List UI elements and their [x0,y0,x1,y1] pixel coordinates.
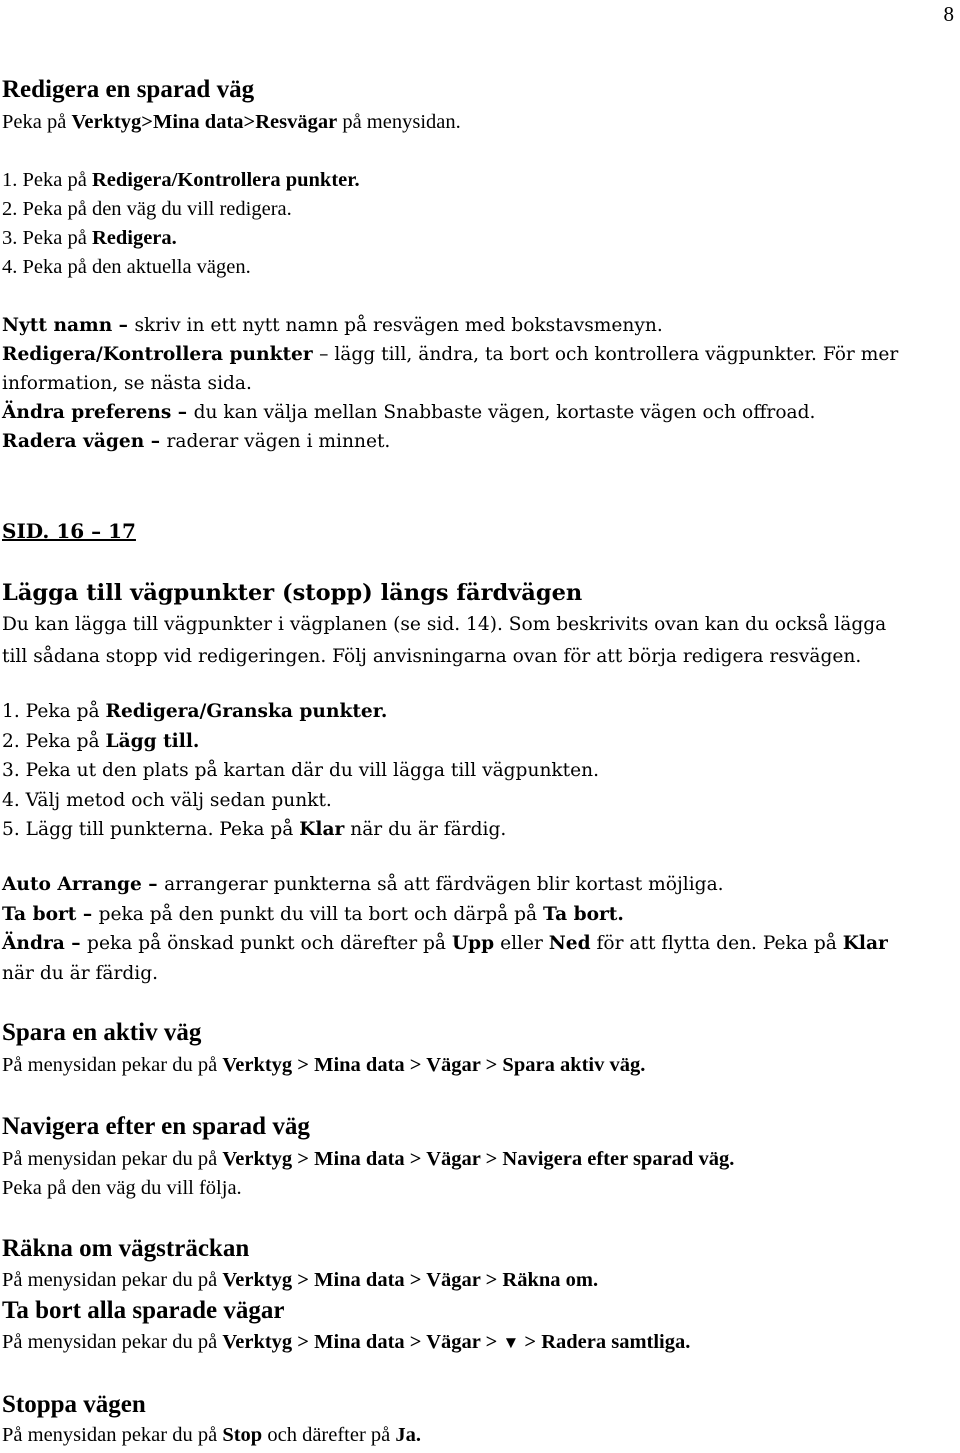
paragraph-line: till sådana stopp vid redigeringen. Följ anvisningarna ovan för att börja redigera resvägen. [2,646,862,667]
heading-recalculate: Räkna om vägsträckan [2,1235,250,1262]
heading-delete-all-routes: Ta bort alla sparade vägar [2,1297,285,1324]
definition-item: Auto Arrange – arrangerar punkterna så att färdvägen blir kortast möjliga. [2,874,724,895]
paragraph-line: Du kan lägga till vägpunkter i vägplanen (se sid. 14). Som beskrivits ovan kan du också lägga [2,614,887,635]
heading-edit-saved-route: Redigera en sparad väg [2,76,255,103]
definitions-2 [2,870,957,988]
heading-navigate-saved-route: Navigera efter en sparad väg [2,1113,310,1140]
list-item: 4. Peka på den aktuella vägen. [2,256,251,278]
delete-all-instruction: På menysidan pekar du på Verktyg > Mina data > Vägar > ▼ > Radera samtliga. [2,1331,691,1353]
list-item: 1. Peka på Redigera/Granska punkter. [2,701,388,722]
list-item: 5. Lägg till punkterna. Peka på Klar när du är färdig. [2,819,507,840]
page-number: 8 [943,2,954,26]
save-route-instruction: På menysidan pekar du på Verktyg > Mina data > Vägar > Spara aktiv väg. [2,1054,646,1076]
definition-item: Nytt namn – skriv in ett nytt namn på resvägen med bokstavsmenyn. [2,315,663,336]
navigate-route-instruction: På menysidan pekar du på Verktyg > Mina data > Vägar > Navigera efter sparad väg. [2,1148,735,1170]
list-item: 1. Peka på Redigera/Kontrollera punkter. [2,169,360,191]
definition-item: Radera vägen – raderar vägen i minnet. [2,431,391,452]
intro-line [2,108,957,137]
heading-add-waypoints: Lägga till vägpunkter (stopp) längs färdvägen [2,580,583,606]
list-item: 3. Peka ut den plats på kartan där du vill lägga till vägpunkten. [2,760,600,781]
heading-save-active-route: Spara en aktiv väg [2,1019,202,1046]
heading-stop-route: Stoppa vägen [2,1391,146,1418]
definition-item: Ändra – peka på önskad punkt och därefter på Upp eller Ned för att flytta den. Peka på Klar [2,933,888,954]
definition-item: Redigera/Kontrollera punkter – lägg till, ändra, ta bort och kontrollera vägpunkter. För mer [2,344,899,365]
list-item: 3. Peka på Redigera. [2,227,177,249]
paragraph-add-waypoints [2,609,957,673]
list-item: 2. Peka på den väg du vill redigera. [2,198,292,220]
definition-item: information, se nästa sida. [2,373,252,394]
intro-menu-path: Verktyg>Mina data>Resvägar [71,111,338,133]
list-item: 2. Peka på Lägg till. [2,730,200,752]
list-item: 4. Välj metod och välj sedan punkt. [2,789,332,811]
intro-text-end: på menysidan. [337,111,461,133]
definitions-1 [2,311,957,456]
stop-route-instruction: På menysidan pekar du på Stop och därefter på Ja. [2,1424,422,1446]
definition-item: Ändra preferens – du kan välja mellan Snabbaste vägen, kortaste vägen och offroad. [2,402,816,423]
definition-item: Ta bort – peka på den punkt du vill ta bort och därpå på Ta bort. [2,903,624,925]
definition-item: när du är färdig. [2,962,159,984]
triangle-down-icon: ▼ [502,1333,520,1352]
step-list-2 [2,697,957,845]
intro-text: Peka på [2,111,72,133]
recalculate-instruction: På menysidan pekar du på Verktyg > Mina data > Vägar > Räkna om. [2,1269,599,1291]
navigate-route-line2: Peka på den väg du vill följa. [2,1177,242,1199]
page-reference: SID. 16 – 17 [2,519,136,543]
step-list-1 [2,166,957,282]
